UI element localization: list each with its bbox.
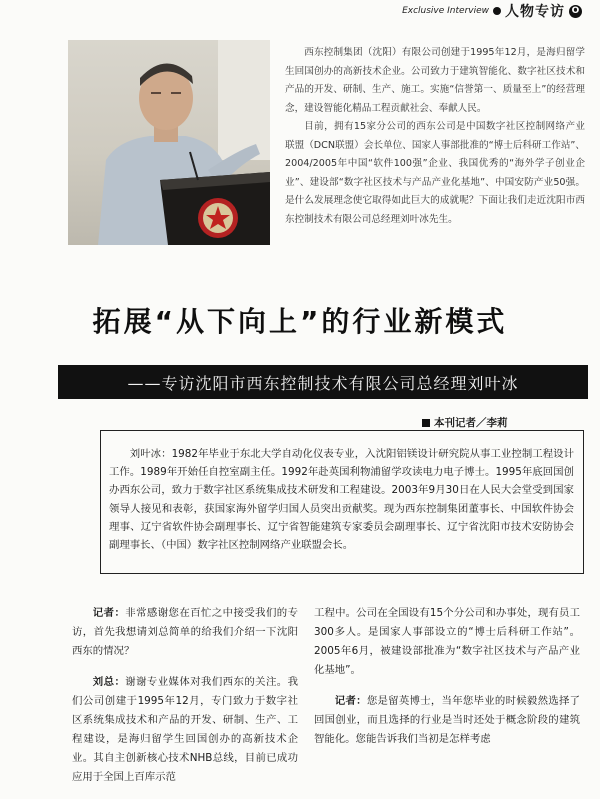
speaker-label: 记者： [334, 695, 367, 707]
qa-text: 谢谢专业媒体对我们西东的关注。我们公司创建于1995年12月，专门致力于数字社区系统集成技术和产品的开发、研制、生产、工程建设，是海归留学生回国创办的高新技术企业。其自主创新核心技术NHB总线，目前已成功应用于全国上百库示范 [72, 676, 298, 783]
article-title: 拓展“从下向上”的行业新模式 [92, 305, 508, 338]
subtitle-text: ——专访沈阳市西东控制技术有限公司总经理刘叶冰 [127, 373, 519, 393]
article-subtitle [58, 365, 588, 399]
interviewee-photo [68, 40, 270, 245]
section-badge: O [569, 5, 582, 18]
bullet-dot-icon [493, 7, 501, 15]
body-column-right [314, 604, 580, 761]
byline-text: 本刊记者／李莉 [434, 417, 508, 429]
qa-paragraph [72, 604, 298, 661]
speaker-label: 记者： [92, 607, 126, 619]
section-header [360, 0, 600, 22]
square-bullet-icon [422, 419, 430, 427]
qa-text: 您是留英博士，当年您毕业的时候毅然选择了回国创业，而且选择的行业是当时还处于概念阶段的建筑智能化。您能告诉我们当初是怎样考虑 [314, 695, 581, 745]
qa-paragraph [314, 692, 580, 749]
bio-text: 刘叶冰：1982年毕业于东北大学自动化仪表专业，入沈阳铝镁设计研究院从事工业控制工程设计工作。1989年开始任自控室副主任。1992年赴英国利物浦留学攻读电力电子博士。1995年底回国创办西东公司，致力于数字社区系统集成技术研发和工程建设。2003年9月30日在人民大会堂受到国家领导人接见和表彰，获国家海外留学归国人员突出贡献奖。现为西东控制集团董事长、中国软件协会理事、辽宁省软件协会副理事长、辽宁省智能建筑专家委员会副理事长、辽宁省沈阳市技术安防协会副理事长、（中国）数字社区控制网络产业联盟会长。 [109, 448, 574, 552]
qa-paragraph [314, 604, 580, 680]
bio-box [100, 430, 584, 574]
qa-paragraph [72, 673, 298, 787]
qa-text: 工程中。公司在全国设有15个分公司和办事处，现有员工300多人。是国家人事部设立的“博士后科研工作站”。2005年6月，被建设部批准为“数字社区技术与产品产业化基地”。 [314, 607, 580, 676]
intro-paragraph: 目前，拥有15家分公司的西东公司是中国数字社区控制网络产业联盟（DCN联盟）会长单位、国家人事部批准的“博士后科研工作站”、2004/2005年中国“软件100强”企业、我国优秀的“海外学子创业企业”、建设部“数字社区技术与产品产业化基地”、中国安防产业50强。是什么发展理念使它取得如此巨大的成就呢？下面让我们走近沈阳市西东控制技术有限公司总经理刘叶冰先生。 [285, 121, 585, 225]
intro-paragraph: 西东控制集团（沈阳）有限公司创建于1995年12月，是海归留学生回国创办的高新技术企业。公司致力于建筑智能化、数字社区技术和产品的开发、研制、生产、施工。实施“信誉第一、质量至上”的经营理念，建设智能化精品工程贡献社会、奉献人民。 [285, 47, 585, 114]
qa-text: 非常感谢您在百忙之中接受我们的专访，首先我想请刘总简单的给我们介绍一下沈阳西东的情况？ [72, 607, 298, 657]
byline [422, 415, 508, 430]
body-column-left [72, 604, 298, 799]
section-title: 人物专访 [505, 4, 565, 20]
section-en-label: Exclusive Interview [402, 6, 489, 16]
intro-text [285, 44, 585, 229]
speaker-label: 刘总： [92, 676, 126, 688]
